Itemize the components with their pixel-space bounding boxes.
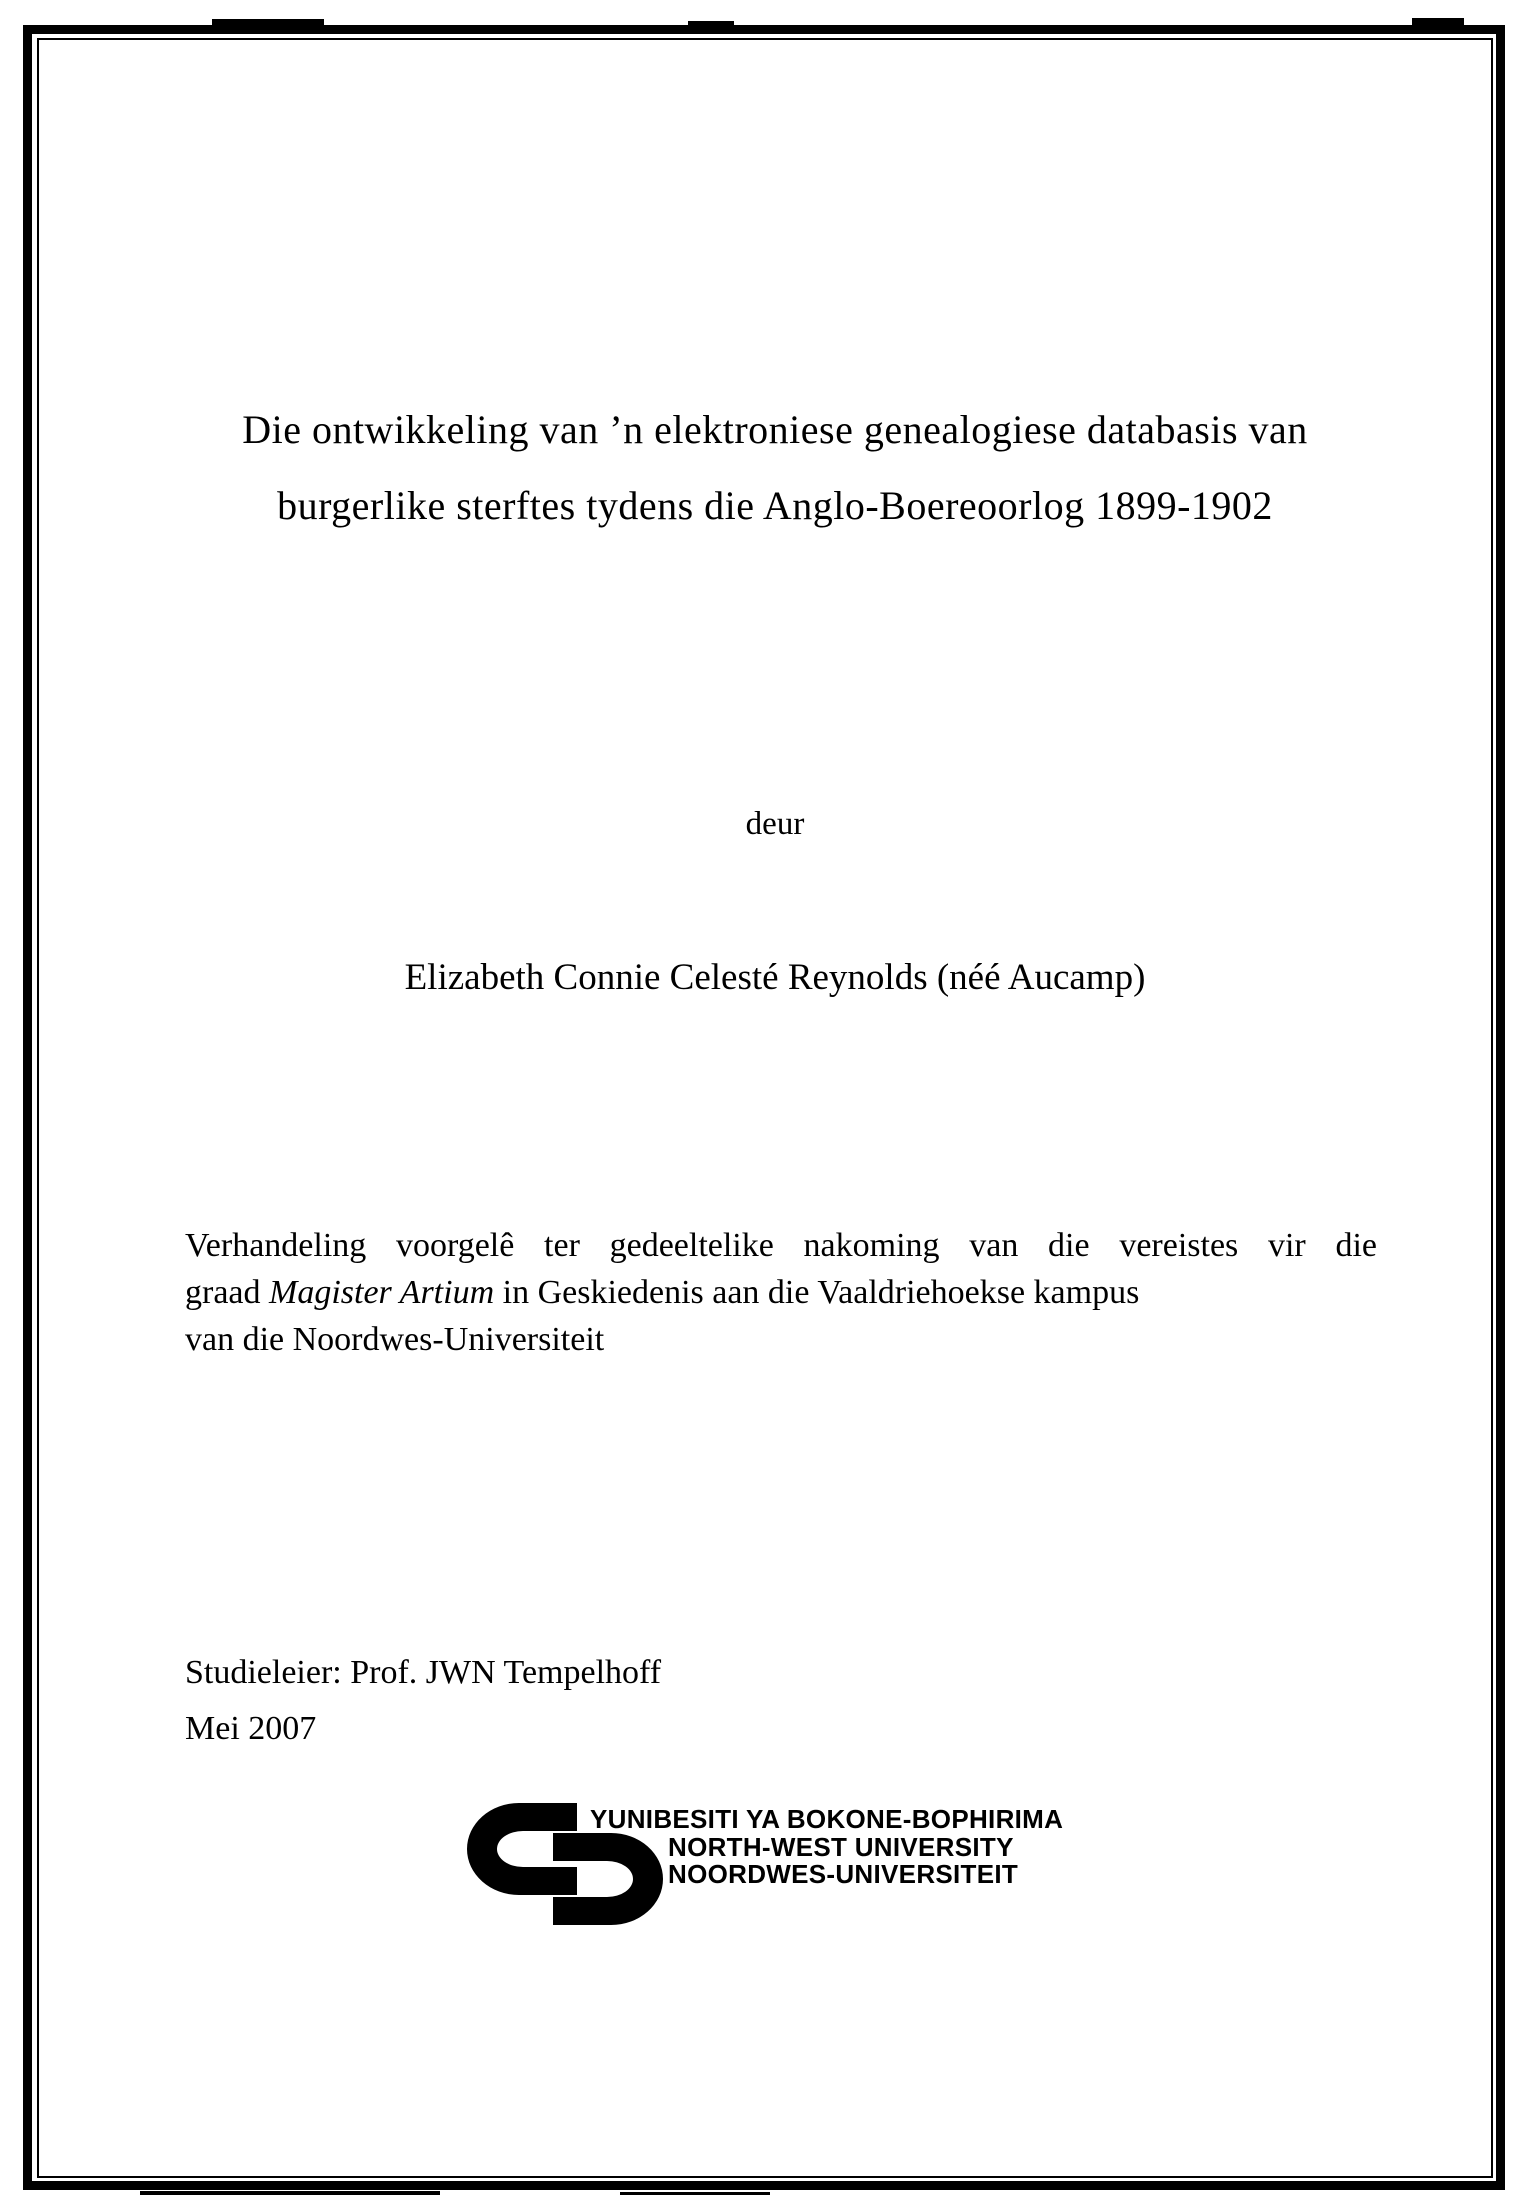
thesis-title-line2: burgerlike sterftes tydens die Anglo-Boereoorlog 1899-1902 xyxy=(277,483,1273,528)
supervisor-block xyxy=(185,1645,661,1757)
date-line: Mei 2007 xyxy=(185,1710,317,1747)
degree-statement-line2-pre: graad xyxy=(185,1274,270,1311)
degree-name-italic: Magister Artium xyxy=(269,1274,495,1311)
logo-text-afrikaans: NOORDWES-UNIVERSITEIT xyxy=(668,1859,1019,1889)
logo-text-english: NORTH-WEST UNIVERSITY xyxy=(668,1832,1014,1862)
scan-artifact xyxy=(140,2191,440,2195)
degree-statement-line2-post: in Geskiedenis aan die Vaaldriehoekse kampus xyxy=(494,1274,1140,1311)
thesis-title xyxy=(60,392,1490,544)
degree-statement xyxy=(185,1222,1377,1363)
scan-artifact xyxy=(620,2192,770,2195)
scan-artifact xyxy=(212,19,324,26)
scan-artifact xyxy=(1412,18,1464,25)
byline-label: deur xyxy=(745,806,805,842)
degree-statement-line1: Verhandeling voorgelê ter gedeeltelike nakoming van die vereistes vir die xyxy=(185,1227,1377,1264)
degree-statement-line3: van die Noordwes-Universiteit xyxy=(185,1321,605,1358)
logo-text-setswana: YUNIBESITI YA BOKONE-BOPHIRIMA xyxy=(590,1804,1064,1834)
scan-artifact xyxy=(688,21,734,26)
thesis-title-line1: Die ontwikkeling van ’n elektroniese genealogiese databasis van xyxy=(242,407,1308,452)
north-west-university-logo xyxy=(467,1803,1107,1933)
degree-statement-line2 xyxy=(185,1269,1377,1316)
supervisor-line: Studieleier: Prof. JWN Tempelhoff xyxy=(185,1654,662,1691)
author-name: Elizabeth Connie Celesté Reynolds (néé Aucamp) xyxy=(404,957,1146,998)
